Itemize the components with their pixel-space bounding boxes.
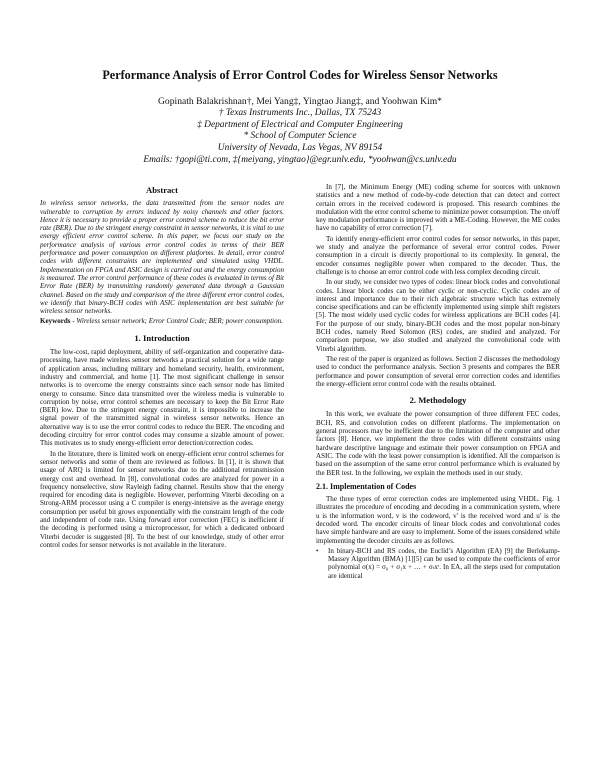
abstract — [40, 199, 284, 315]
affiliation-ti: † Texas Instruments Inc., Dallas, TX 75243 — [218, 107, 382, 118]
author-emails: Emails: †gopi@ti.com, ‡{meiyang, yingtao}@egr.unlv.edu, *yoohwan@cs.unlv.edu — [143, 154, 457, 165]
abstract-heading: Abstract — [146, 185, 178, 195]
right-column — [316, 183, 560, 580]
bullet-icon: • — [316, 546, 319, 555]
intro-paragraph-1: The low-cost, rapid deployment, ability of self-organization and cooperative data-processing, have made wireless sensor networks a practical solution for a wide range of application areas, including military and homeland security, health, environment, industry and commercial, and home [1]. The most significant challenge in sensor networks is to overcome the energy constraints since each sensor node has limited energy to consume. Since data transmitted over the wireless media is vulnerable to corruption by noise, error control schemes are necessary to keep the Bit Error Rate (BER) low. Due to the stringent energy constraint, it is impossible to increase the signal power of the transmitted signal in wireless sensor networks. Hence an alternative way is to use the error control codes to reduce the BER. The encoding and decoding circuitry for error control codes may consume a sizable amount of power. This motivates us to study energy-efficient error detection/correction codes. — [40, 348, 284, 448]
affiliation-cs: * School of Computer Science — [243, 131, 357, 142]
right-paragraph-1: In [7], the Minimum Energy (ME) coding scheme for sources with unknown statistics and a new method of code-by-code detection that can detect and correct certain errors in the received codeword is proposed. This research combines the modulation with the error control scheme to minimize power consumption. The on/off key modulation performance is improved with a ME-Coding. However, the ME codes have no capability of error correction [7]. — [316, 183, 560, 233]
keywords-label: Keywords — [40, 317, 71, 326]
section-introduction-heading: 1. Introduction — [134, 332, 190, 343]
subsection-implementation-heading: 2.1. Implementation of Codes — [316, 481, 417, 491]
intro-paragraph-2: In the literature, there is limited work on energy-efficient error control schemes for sensor networks and some of them are reviewed as follows. In [1], it is shown that usage of ARQ is limited for sensor networks due to the additional retransmission energy cost and overhead. In [8], convolutional codes are analyzed for power in a frequency nonselective, slow Rayleigh fading channel. Results show that the energy required for encoding data is negligible. However, performing Viterbi decoding on a Strong-ARM processor using a C compiler is energy-intensive as the average energy consumption per useful bit grows exponentially with the constraint length of the code and independent of code rate. Using forward error correction (FEC) is inefficient if the decoding is performed using a microprocessor, for which a dedicated onboard Viterbi decoder is suggested [8]. To the best of our knowledge, study of other error control codes for sensor networks is not available in the literature. — [40, 449, 284, 549]
paper-title: Performance Analysis of Error Control Codes for Wireless Sensor Networks — [102, 68, 498, 82]
keywords — [40, 317, 284, 325]
bullet-text: In binary-BCH and RS codes, the Euclid’s Algorithm (EA) [9] the Berlekamp-Massey Algorithm (BMA) [1][5] can be used to compute the coefficients of error polynomial σ(x) = σ₀ + σ₁x + … + σₜxᵗ. In EA, all the steps used for computation are identical — [328, 546, 560, 580]
abstract-text: In wireless sensor networks, the data transmitted from the sensor nodes are vulnerable to corruption by errors induced by noisy channels and other factors. Hence it is necessary to provide a proper error control scheme to reduce the bit error rate (BER). Due to the stringent energy constraint in sensor networks, it is vital to use energy efficient error control scheme. In this paper, we focus our study on the performance analysis of various error control codes in terms of their BER performance and power consumption on different platforms. In detail, error control codes with different constraints are implemented and simulated using VHDL. Implementation on FPGA and ASIC design is carried out and the energy consumption is measured. The error control performance of these codes is evaluated in terms of Bit Error Rate (BER) by transmitting randomly generated data through a Gaussian channel. Based on the study and comparison of the three different error control codes, we identify that binary-BCH codes with ASIC implementation are best suitable for wireless sensor networks. — [40, 199, 284, 316]
section-methodology-heading: 2. Methodology — [409, 395, 467, 406]
author-block — [60, 96, 540, 167]
keywords-text: - Wireless sensor network; Error Control Code; BER; power consumption. — [70, 317, 283, 326]
list-item — [316, 547, 560, 580]
affiliation-ece: ‡ Department of Electrical and Computer Engineering — [197, 119, 403, 130]
right-paragraph-4: The rest of the paper is organized as follows. Section 2 discusses the methodology used to conduct the performance analysis. Section 3 presents and compares the BER performance and power consumption of several error correction codes and identifies the energy-efficient error control code with the results obtained. — [316, 354, 560, 388]
methodology-paragraph-1: In this work, we evaluate the power consumption of three different FEC codes, BCH, RS, and convolution codes on different platforms. The implementation on general processors may be inefficient due to the limitation of the computer and other factors [8]. Hence, we implement the three codes with different constraints using hardware descriptive language and estimate their power consumption on FPGA and ASIC. The code with the least power consumption is identified. All the comparison is based on the assumption of the same error control performance which is evaluated by the BER test. In the following, we explain the methods used in our study. — [316, 410, 560, 477]
implementation-paragraph: The three types of error correction codes are implemented using VHDL. Fig. 1 illustrates the procedure of encoding and decoding in a communication system, where u is the information word, v is the codeword, v′ is the received word and u′ is the decoded word. The encoder circuits of linear block codes and convolutional codes have simple hardware and are easy to implement. Some of the issues considered while implementing the decoder circuits are as follows. — [316, 495, 560, 545]
left-column — [40, 186, 284, 551]
affiliation-unlv: University of Nevada, Las Vegas, NV 89154 — [217, 143, 383, 154]
author-names: Gopinath Balakrishnan†, Mei Yang‡, Yingtao Jiang‡, and Yoohwan Kim* — [158, 96, 442, 107]
right-paragraph-2: To identify energy-efficient error control codes for sensor networks, in this paper, we study and analyze the performance of several error control codes. Power consumption in a circuit is directly proportional to its complexity. In general, the encoder consumes negligible power when compared to the decoder. Thus, the challenge is to choose an error control code with less complex decoding circuit. — [316, 234, 560, 276]
right-paragraph-3: In our study, we consider two types of codes: linear block codes and convolutional codes. Linear block codes can be either cyclic or non-cyclic. Cyclic codes are of interest and importance due to their rich algebraic structure which has extremely concise specifications and can be efficiently implemented using simple shift registers [5]. The most widely used cyclic codes for wireless applications are BCH codes [4]. For the purpose of our study, binary-BCH codes and the most popular non-binary BCH codes, namely Reed Solomon (RS) codes, are studied and analyzed. For comparison purpose, we also studied and analyzed the convolutional code with Viterbi algorithm. — [316, 278, 560, 353]
